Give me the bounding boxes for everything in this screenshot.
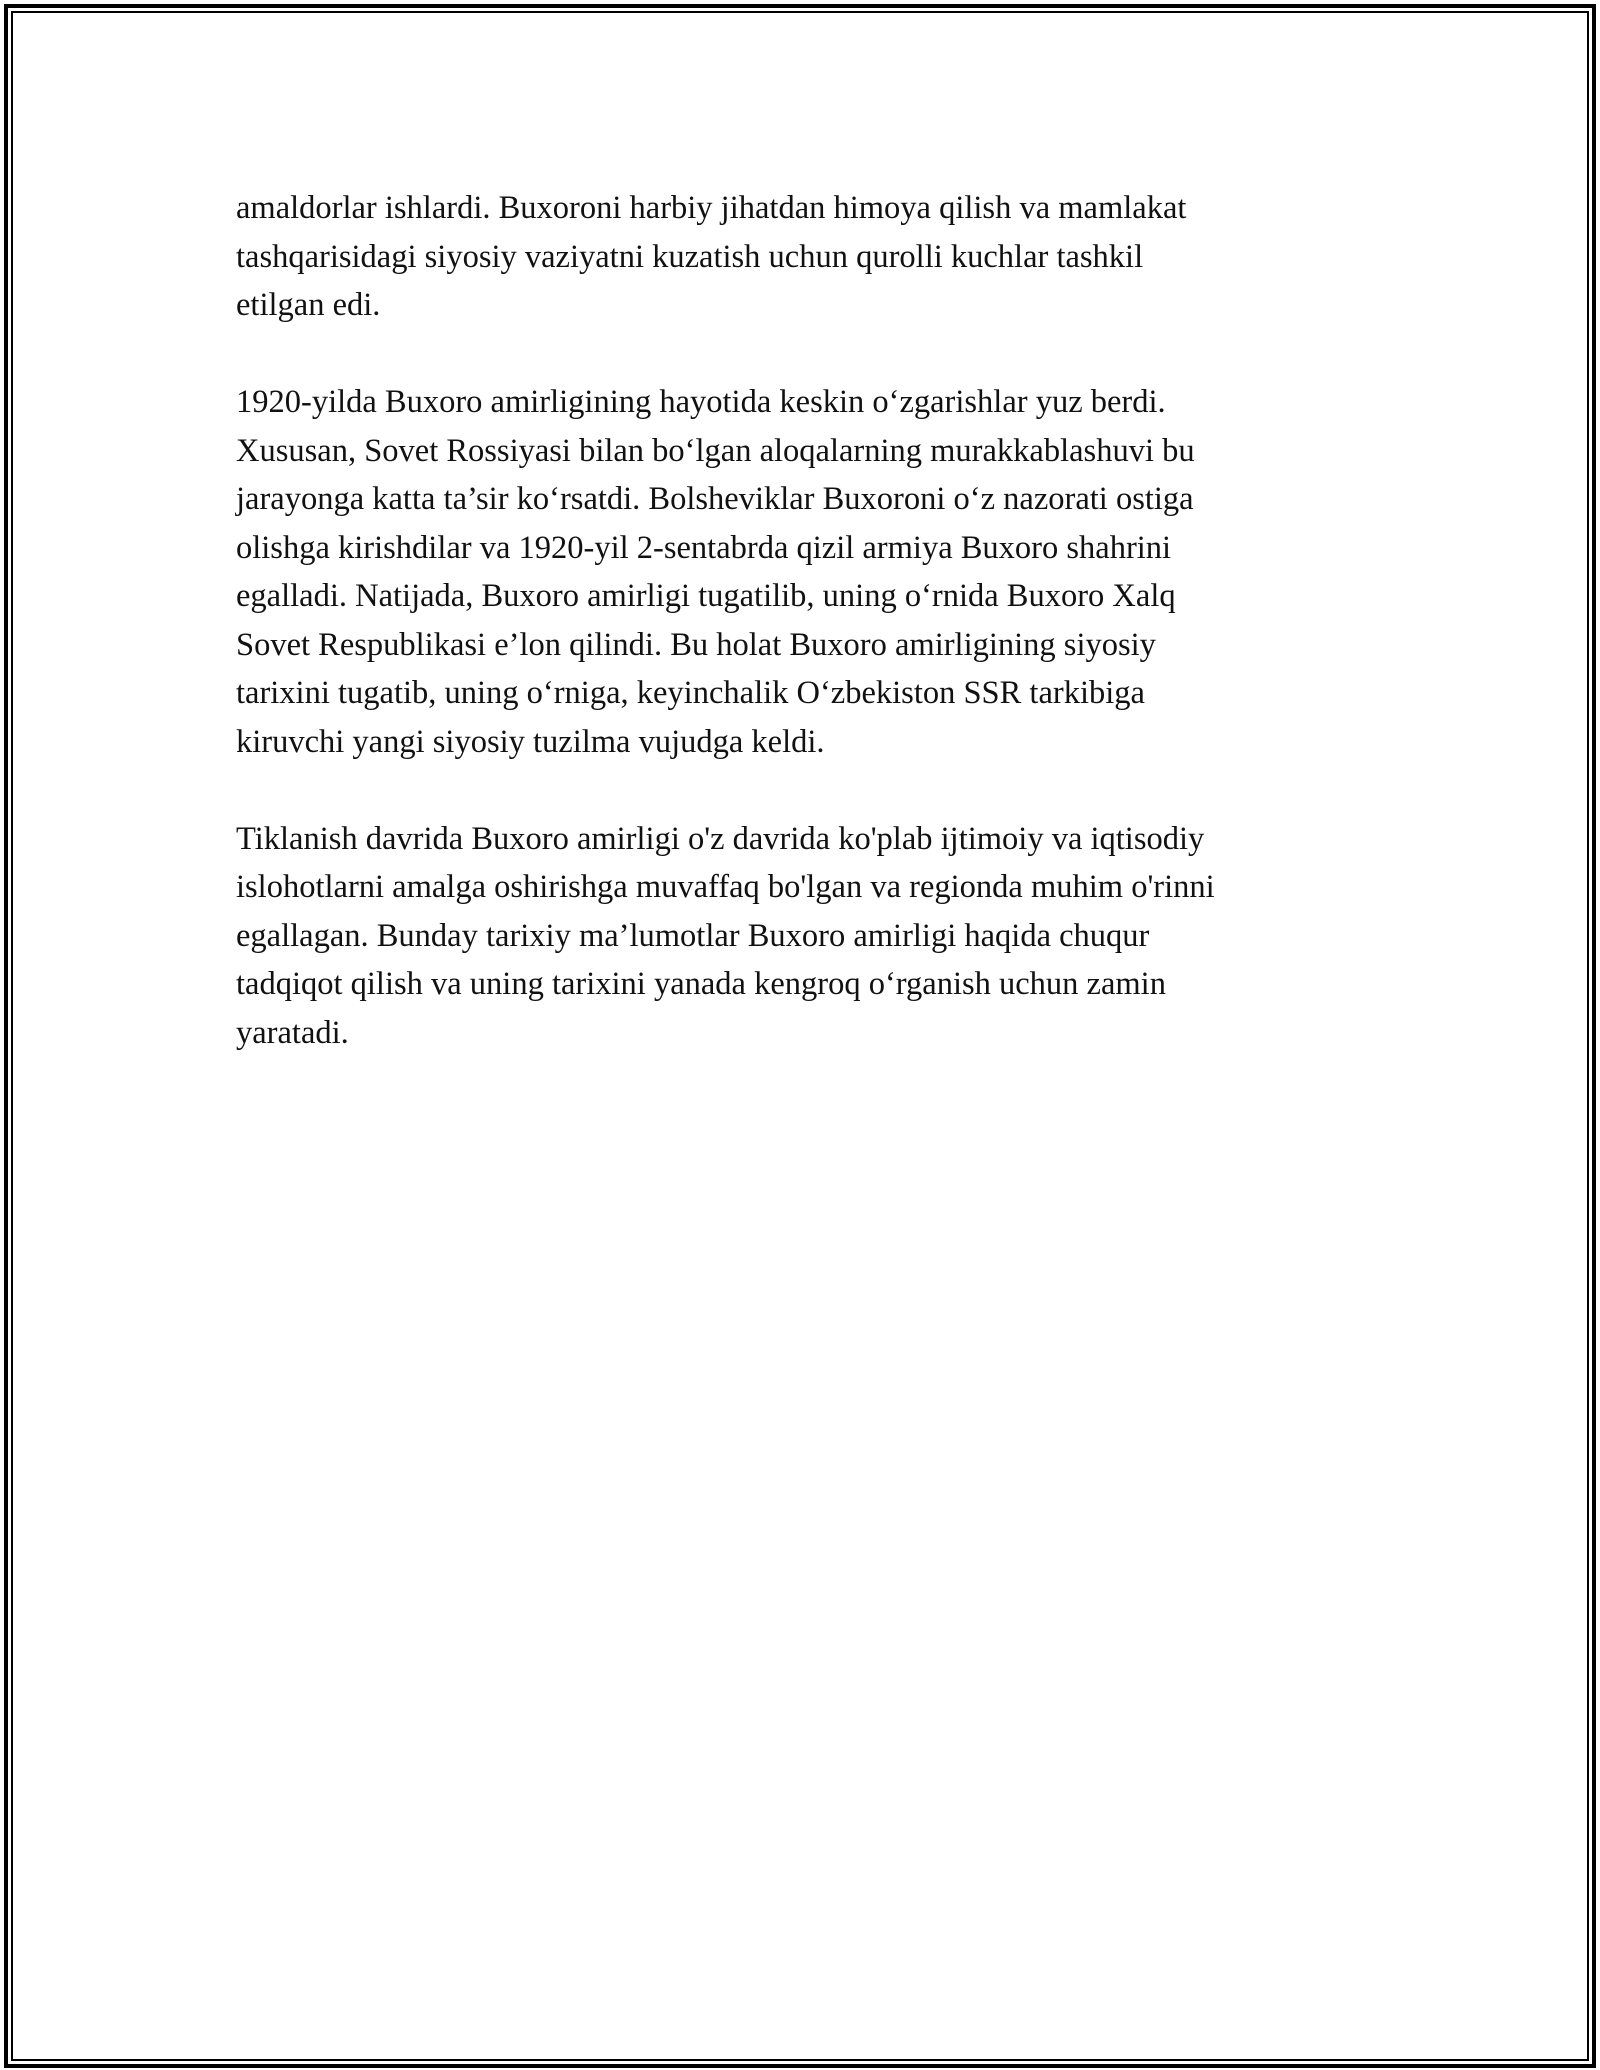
text-line: 1920-yilda Buxoro amirligining hayotida keskin o‘zgarishlar yuz berdi. bbox=[236, 384, 1166, 420]
paragraph-3 bbox=[236, 815, 1371, 1058]
text-line: egallagan. Bunday tarixiy ma’lumotlar Buxoro amirligi haqida chuqur bbox=[236, 917, 1150, 954]
text-line: tashqarisidagi siyosiy vaziyatni kuzatish uchun qurolli kuchlar tashkil bbox=[236, 238, 1144, 275]
text-line: Tiklanish davrida Buxoro amirligi o'z davrida ko'plab ijtimoiy va iqtisodiy bbox=[236, 820, 1205, 857]
text-line: amaldorlar ishlardi. Buxoroni harbiy jihatdan himoya qilish va mamlakat bbox=[236, 190, 1187, 226]
text-line: islohotlarni amalga oshirishga muvaffaq bo'lgan va regionda muhim o'rinni bbox=[236, 869, 1215, 905]
text-line: tadqiqot qilish va uning tarixini yanada kengroq o‘rganish uchun zamin bbox=[236, 966, 1166, 1002]
text-line: olishga kirishdilar va 1920-yil 2-sentabrda qizil armiya Buxoro shahrini bbox=[236, 529, 1172, 566]
text-line: yaratadi. bbox=[236, 1014, 349, 1051]
paragraph-2 bbox=[236, 378, 1371, 766]
text-line: egalladi. Natijada, Buxoro amirligi tugatilib, uning o‘rnida Buxoro Xalq bbox=[236, 578, 1176, 614]
paragraph-1 bbox=[236, 184, 1371, 330]
text-line: Xususan, Sovet Rossiyasi bilan bo‘lgan aloqalarning murakkablashuvi bu bbox=[236, 432, 1195, 469]
text-line: etilgan edi. bbox=[236, 287, 381, 323]
text-line: kiruvchi yangi siyosiy tuzilma vujudga keldi. bbox=[236, 723, 825, 760]
text-line: Sovet Respublikasi e’lon qilindi. Bu holat Buxoro amirligining siyosiy bbox=[236, 626, 1156, 663]
document-body bbox=[236, 184, 1371, 1106]
text-line: jarayonga katta ta’sir ko‘rsatdi. Bolsheviklar Buxoroni o‘z nazorati ostiga bbox=[236, 481, 1194, 517]
text-line: tarixini tugatib, uning o‘rniga, keyinchalik O‘zbekiston SSR tarkibiga bbox=[236, 675, 1145, 711]
